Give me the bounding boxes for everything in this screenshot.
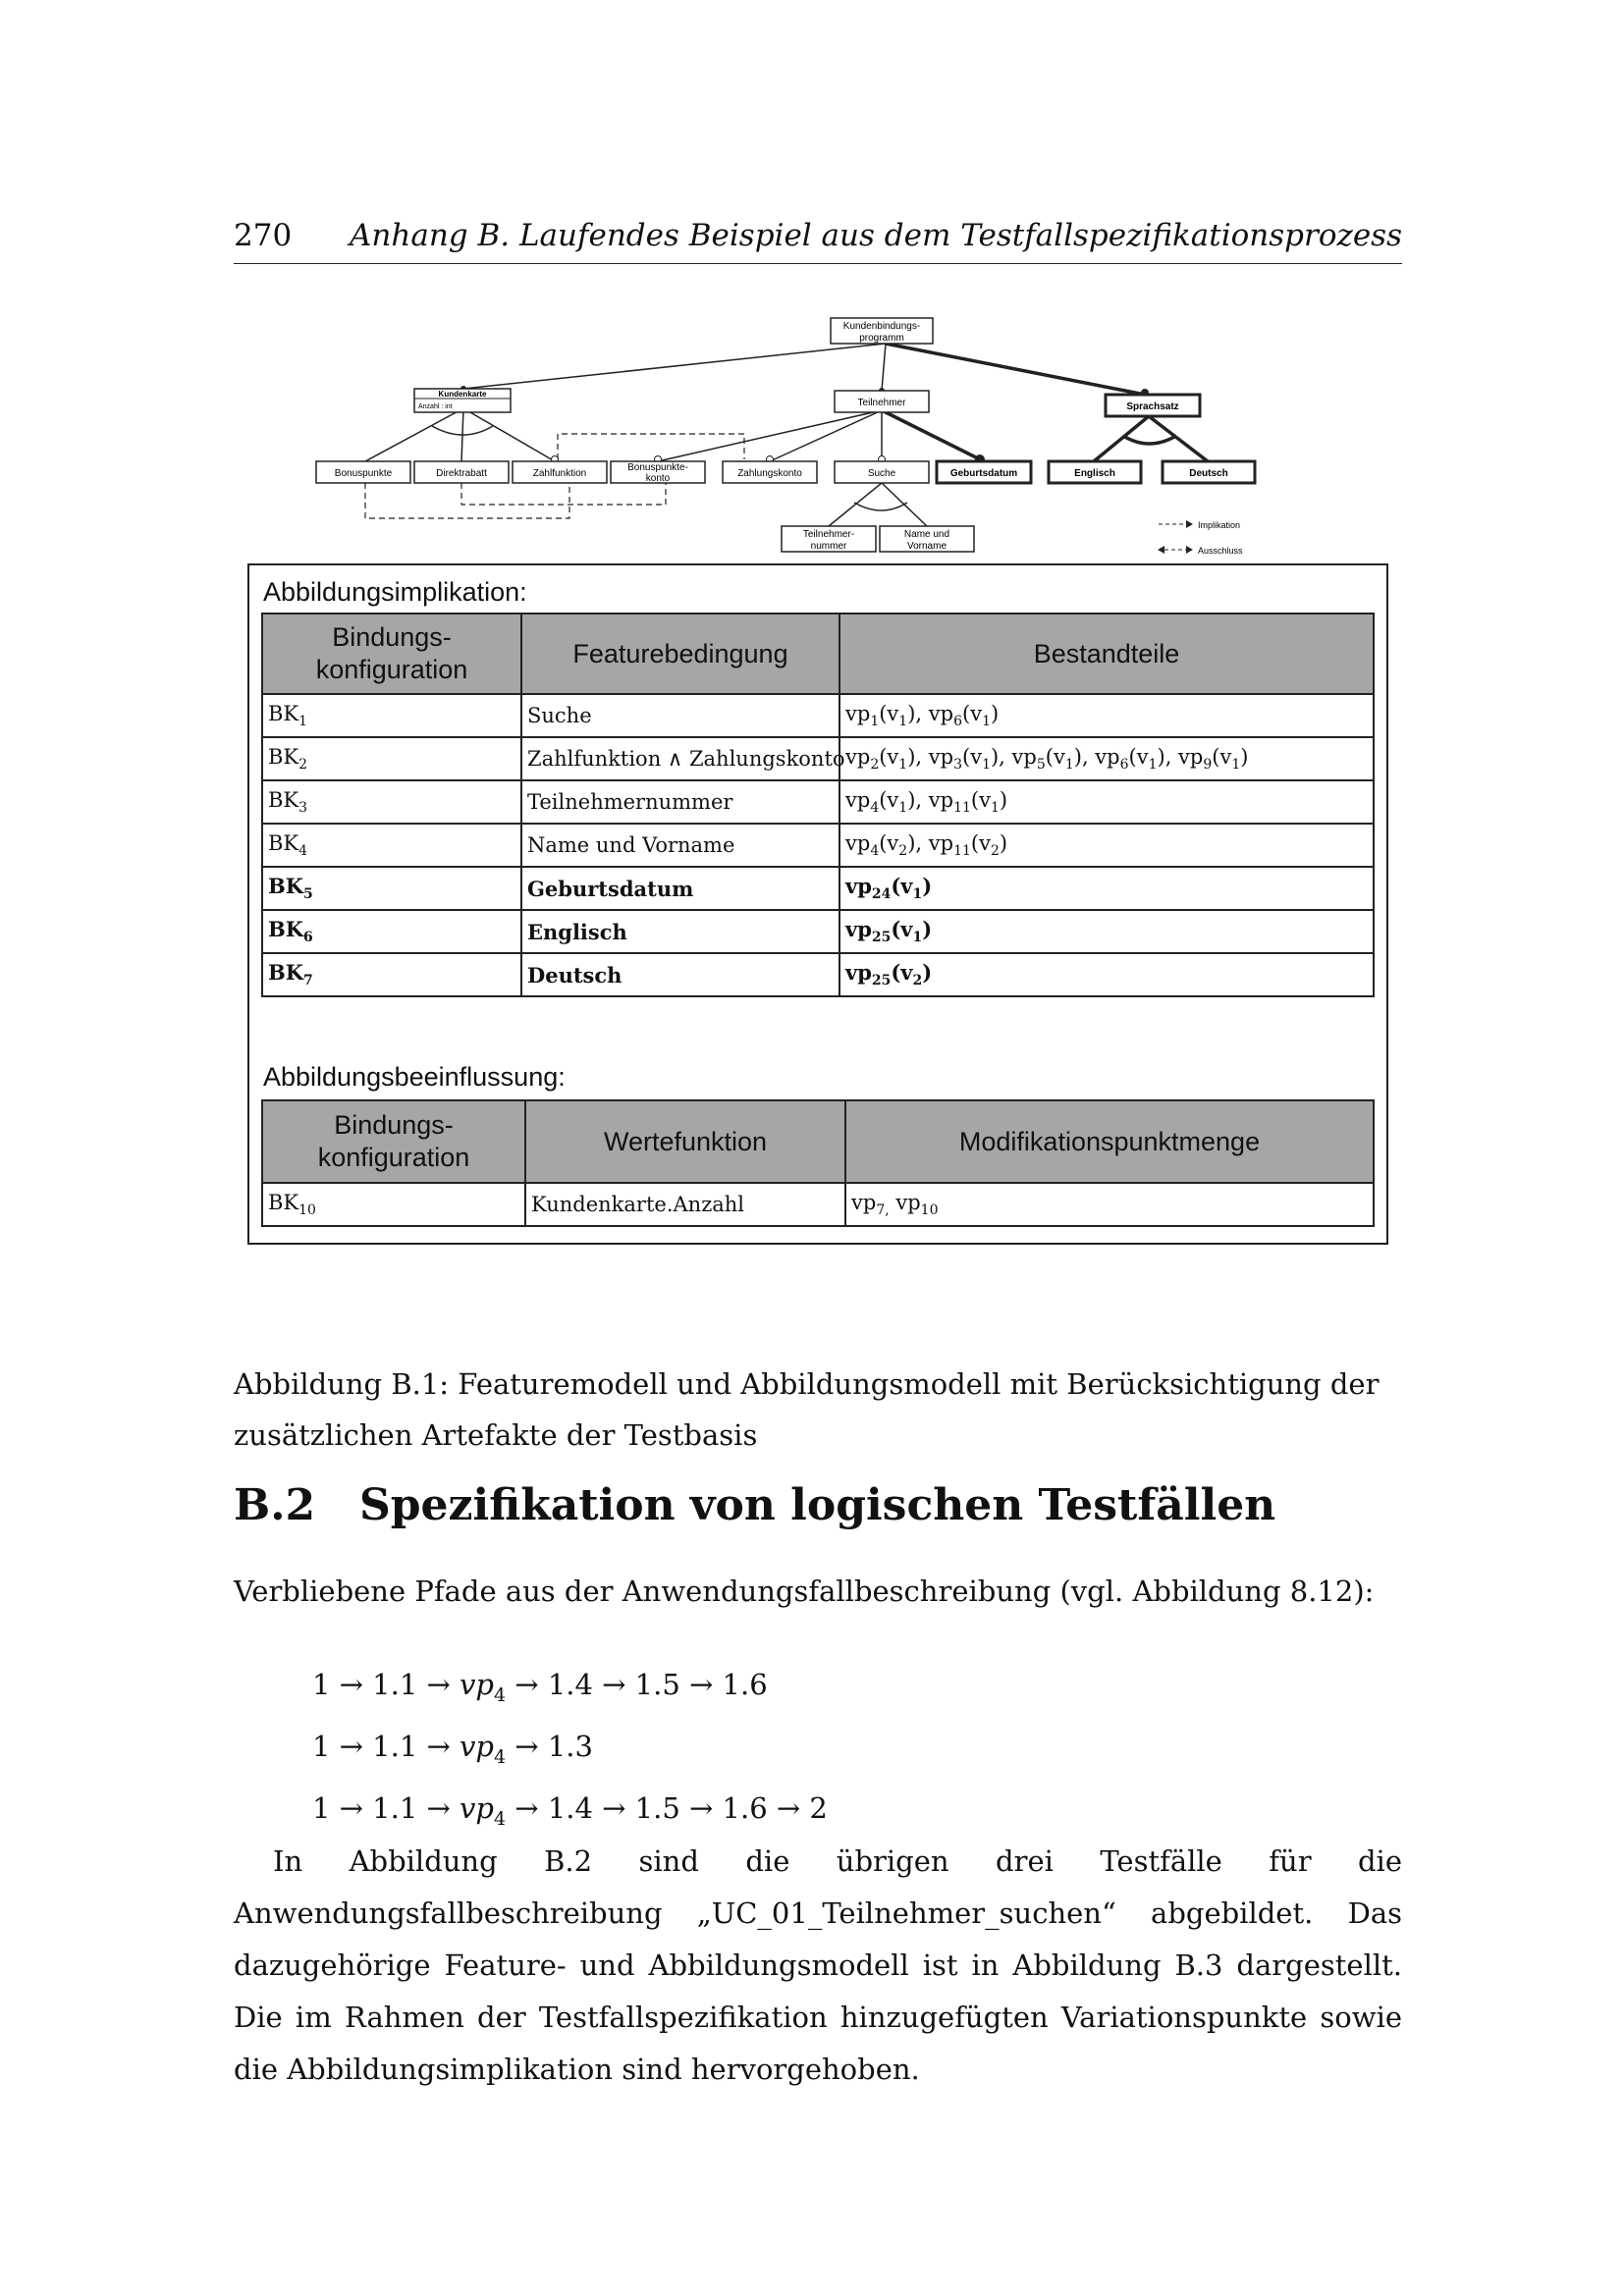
parts-cell: $vp_4(v_2)$, $vp_{11}(v_2)$ bbox=[839, 824, 1374, 867]
implication-header-parts: Bestandteile bbox=[839, 614, 1374, 694]
feature-kundenkarte-attr: Anzahl : int bbox=[418, 403, 453, 410]
bk-cell: $BK_3$ bbox=[262, 780, 521, 824]
section-title: Spezifikation von logischen Testfällen bbox=[359, 1480, 1276, 1530]
feature-englisch: Englisch bbox=[1074, 468, 1115, 479]
edge-root-sprachsatz bbox=[886, 344, 1145, 395]
implication-header-config-line1: Bindungs- bbox=[332, 622, 452, 652]
parts-cell: $vp_{25}(v_2)$ bbox=[839, 953, 1374, 996]
feature-zahlungskonto: Zahlungskonto bbox=[737, 468, 802, 479]
figure-caption: Abbildung B.1: Featuremodell und Abbildungsmodell mit Berücksichtigung der zusätzlichen Artefakte der Testbasis bbox=[234, 1367, 1380, 1452]
influence-header-set: Modifikationspunktmenge bbox=[845, 1100, 1374, 1183]
implication-header-config bbox=[262, 614, 521, 694]
table-row bbox=[262, 953, 1374, 996]
bk-cell: $BK_{10}$ bbox=[262, 1183, 525, 1226]
feature-namevorname-line1: Name und bbox=[903, 529, 950, 540]
legend-implication: Implikation bbox=[1198, 520, 1241, 530]
feature-bonuspunkte: Bonuspunkte bbox=[334, 468, 393, 479]
condition-cell: Englisch bbox=[521, 910, 839, 953]
condition-cell: Zahlfunktion ∧ Zahlungskonto bbox=[521, 737, 839, 780]
feature-deutsch: Deutsch bbox=[1189, 468, 1228, 479]
influence-header-config-line2: konfiguration bbox=[317, 1143, 470, 1172]
feature-namevorname-line2: Vorname bbox=[906, 541, 947, 552]
parts-cell: $vp_4(v_1)$, $vp_{11}(v_1)$ bbox=[839, 780, 1374, 824]
mapping-model-box bbox=[247, 563, 1388, 1245]
table-row bbox=[262, 1183, 1374, 1226]
implication-header-condition: Featurebedingung bbox=[521, 614, 839, 694]
bk-cell: $BK_5$ bbox=[262, 867, 521, 910]
parts-cell: $vp_1(v_1)$, $vp_6(v_1)$ bbox=[839, 694, 1374, 737]
feature-teilnehmer: Teilnehmer bbox=[857, 398, 906, 408]
bk-cell: $BK_7$ bbox=[262, 953, 521, 996]
bk-cell: $BK_6$ bbox=[262, 910, 521, 953]
condition-cell: Suche bbox=[521, 694, 839, 737]
influence-header-function: Wertefunktion bbox=[525, 1100, 845, 1183]
path-list bbox=[312, 1659, 828, 1843]
feature-bonuspunktekonto-line2: konto bbox=[645, 473, 671, 484]
running-title: Anhang B. Laufendes Beispiel aus dem Testfallspezifikationsprozess bbox=[350, 218, 1402, 253]
body-paragraph: In Abbildung B.2 sind die übrigen drei Testfälle für die Anwendungsfallbeschreibung „UC_01_Teilnehmer_suchen“ abgebildet. Das dazugehörige Feature- und Abbildungsmodell ist in Abbildung B.3 dargestellt. Die im Rahmen der Testfallspezifikation hinzugefügten Variationspunkte sowie die Abbildungsimplikation sind hervorgehoben. bbox=[234, 1844, 1402, 2086]
path-item: $1 \to 1.1 \to vp_4 \to 1.3$ bbox=[312, 1729, 593, 1768]
feature-zahlfunktion: Zahlfunktion bbox=[532, 468, 587, 479]
feature-direktrabatt: Direktrabatt bbox=[436, 468, 487, 479]
edge-root-kundenkarte bbox=[463, 344, 886, 389]
feature-model-svg bbox=[312, 312, 1267, 558]
table-row bbox=[262, 824, 1374, 867]
influence-table bbox=[261, 1099, 1375, 1227]
table-row bbox=[262, 694, 1374, 737]
section-number: B.2 bbox=[234, 1480, 316, 1530]
function-cell: Kundenkarte.Anzahl bbox=[525, 1183, 845, 1226]
parts-cell: $vp_{25}(v_1)$ bbox=[839, 910, 1374, 953]
parts-cell: $vp_2(v_1)$, $vp_3(v_1)$, $vp_5(v_1)$, $vp_6(v_1)$, $vp_9(v_1)$ bbox=[839, 737, 1374, 780]
table-row bbox=[262, 910, 1374, 953]
root-feature-line2: programm bbox=[859, 333, 904, 344]
table-row bbox=[262, 737, 1374, 780]
path-item: $1 \to 1.1 \to vp_4 \to 1.4 \to 1.5 \to 1.6 \to 2$ bbox=[312, 1790, 828, 1830]
implication-table bbox=[261, 613, 1375, 997]
bk-cell: $BK_2$ bbox=[262, 737, 521, 780]
feature-suche: Suche bbox=[867, 468, 896, 479]
feature-sprachsatz: Sprachsatz bbox=[1126, 401, 1179, 412]
page-number: 270 bbox=[234, 218, 293, 253]
table-row bbox=[262, 867, 1374, 910]
influence-header-config bbox=[262, 1100, 525, 1183]
influence-label: Abbildungsbeeinflussung: bbox=[263, 1062, 566, 1092]
condition-cell: Teilnehmernummer bbox=[521, 780, 839, 824]
feature-kundenkarte: Kundenkarte bbox=[438, 390, 487, 399]
parts-cell: $vp_{24}(v_1)$ bbox=[839, 867, 1374, 910]
bk-cell: $BK_1$ bbox=[262, 694, 521, 737]
influence-header-config-line1: Bindungs- bbox=[334, 1110, 454, 1140]
condition-cell: Geburtsdatum bbox=[521, 867, 839, 910]
edge-root-teilnehmer bbox=[882, 344, 886, 391]
implication-header-config-line2: konfiguration bbox=[315, 655, 468, 684]
condition-cell: Deutsch bbox=[521, 953, 839, 996]
feature-bonuspunktekonto-line1: Bonuspunkte- bbox=[627, 462, 688, 473]
set-cell: $vp_{7,}$ $vp_{10}$ bbox=[845, 1183, 1374, 1226]
root-feature-line1: Kundenbindungs- bbox=[842, 321, 921, 332]
legend-exclusion: Ausschluss bbox=[1198, 546, 1243, 556]
implication-label: Abbildungsimplikation: bbox=[263, 577, 527, 607]
condition-cell: Name und Vorname bbox=[521, 824, 839, 867]
feature-geburtsdatum: Geburtsdatum bbox=[949, 468, 1018, 479]
section-heading bbox=[234, 1480, 1275, 1530]
running-header bbox=[234, 218, 1402, 264]
feature-model-diagram bbox=[312, 312, 1267, 558]
table-row bbox=[262, 780, 1374, 824]
feature-teilnehmernummer-line2: nummer bbox=[810, 541, 847, 552]
bk-cell: $BK_4$ bbox=[262, 824, 521, 867]
intro-paragraph: Verbliebene Pfade aus der Anwendungsfallbeschreibung (vgl. Abbildung 8.12): bbox=[234, 1575, 1375, 1608]
feature-teilnehmernummer-line1: Teilnehmer- bbox=[802, 529, 855, 540]
path-item: $1 \to 1.1 \to vp_4 \to 1.4 \to 1.5 \to 1.6$ bbox=[312, 1668, 768, 1706]
